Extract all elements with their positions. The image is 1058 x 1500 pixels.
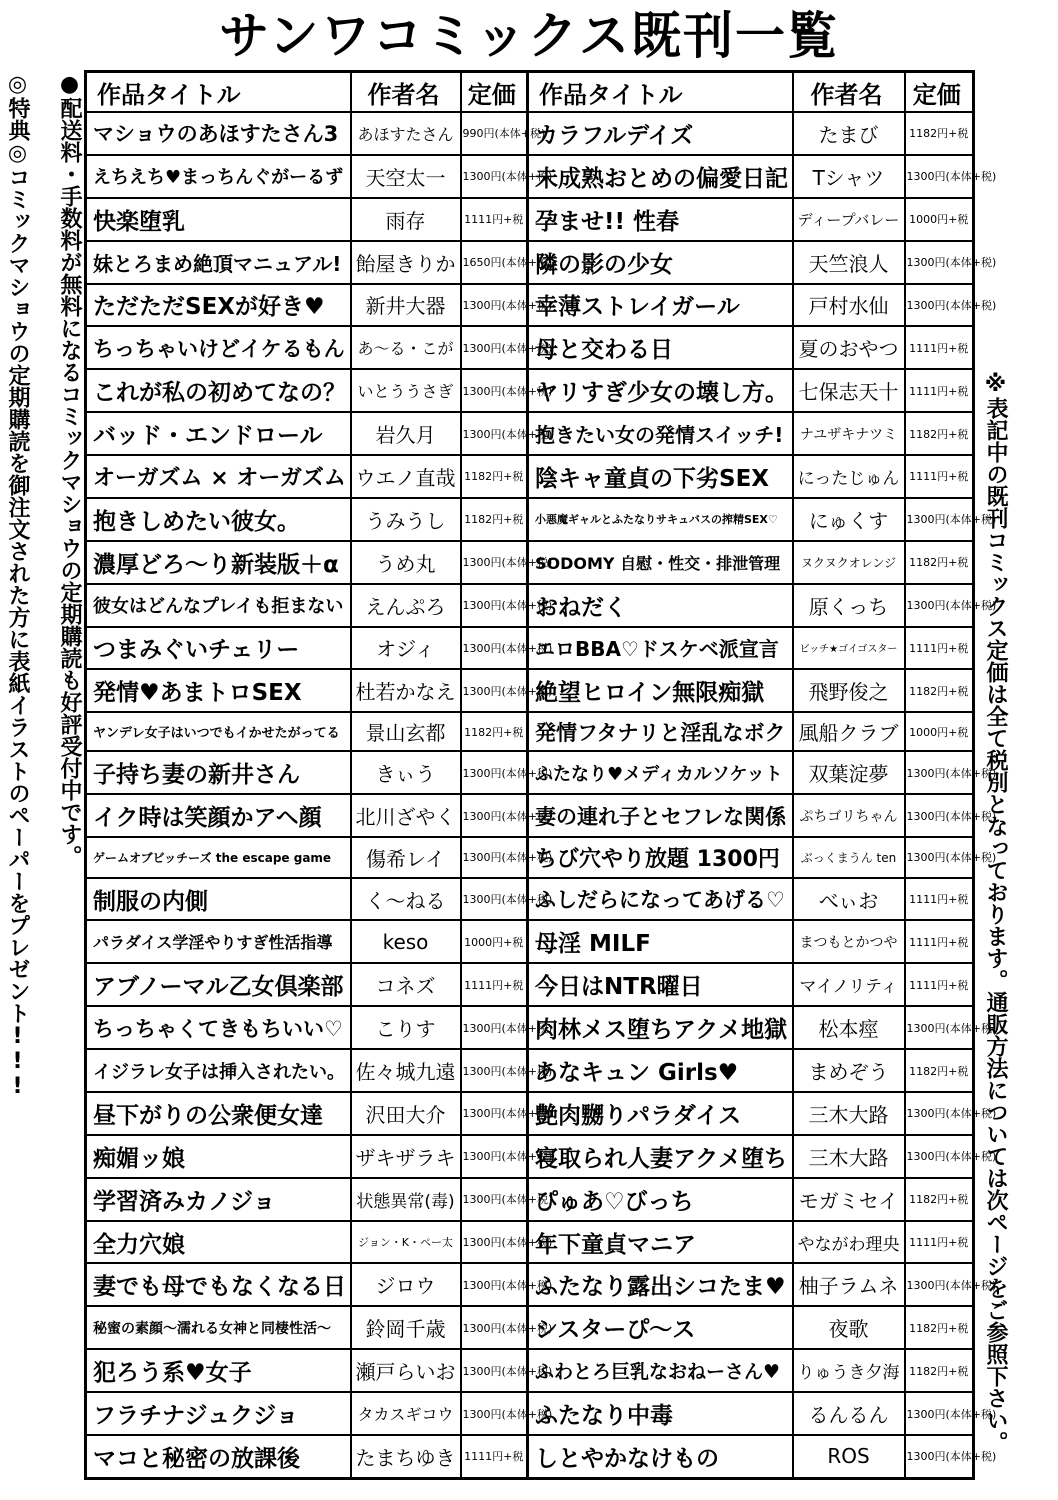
comic-price: 1182円+税 <box>905 1178 974 1221</box>
comic-price: 1111円+税 <box>905 455 974 498</box>
comic-price: 1111円+税 <box>461 198 528 241</box>
comic-author: 沢田大介 <box>351 1092 461 1135</box>
comic-title: つまみぐいチェリー <box>86 627 351 670</box>
comic-price: 1300円(本体+税) <box>461 794 528 837</box>
table-row <box>86 1306 974 1349</box>
comic-author: 新井大器 <box>351 284 461 327</box>
comic-title: ふわとろ巨乳なおねーさん♥ <box>528 1349 793 1392</box>
comic-author: にゅくす <box>793 498 905 541</box>
comic-title: ふたなり中毒 <box>528 1392 793 1435</box>
comic-author: ザキザラキ <box>351 1135 461 1178</box>
bonus-note: ◎特典◎コミックマショウの定期購読を御注文された方に表紙イラストのペーパーをプレゼント!!! <box>5 72 30 1099</box>
comic-price: 1300円(本体+税) <box>461 1306 528 1349</box>
comic-author: 天空太一 <box>351 155 461 198</box>
comic-price: 1300円(本体+税) <box>905 1263 974 1306</box>
comic-author: 杜若かなえ <box>351 669 461 712</box>
comic-price: 1300円(本体+税) <box>905 1135 974 1178</box>
table-row <box>86 198 974 241</box>
comic-author: ナユザキナツミ <box>793 412 905 455</box>
comic-author: やながわ理央 <box>793 1221 905 1264</box>
comic-price: 1300円(本体+税) <box>905 498 974 541</box>
comic-author: 岩久月 <box>351 412 461 455</box>
shipping-note: ●配送料・手数料が無料になるコミックマショウの定期購読も好評受付中です。 <box>57 72 82 867</box>
header-author: 作者名 <box>351 72 461 113</box>
comic-price: 1300円(本体+税) <box>461 1178 528 1221</box>
comic-author: 天竺浪人 <box>793 241 905 284</box>
comic-author: あほすたさん <box>351 112 461 155</box>
comic-price: 1300円(本体+税) <box>905 241 974 284</box>
comic-price: 1111円+税 <box>905 369 974 412</box>
comic-title: 母淫 MILF <box>528 920 793 963</box>
comic-author: 原くっち <box>793 584 905 627</box>
comic-author: 飛野俊之 <box>793 669 905 712</box>
comic-author: うみうし <box>351 498 461 541</box>
comic-title: マコと秘密の放課後 <box>86 1435 351 1479</box>
comic-price: 1182円+税 <box>905 1049 974 1092</box>
comic-title: 陰キャ童貞の下劣SEX <box>528 455 793 498</box>
table-row <box>86 963 974 1006</box>
comic-author: 松本痙 <box>793 1006 905 1049</box>
comic-price: 1300円(本体+税) <box>461 584 528 627</box>
comic-author: ぶっくまうん ten <box>793 837 905 877</box>
table-row <box>86 878 974 921</box>
table-row <box>86 284 974 327</box>
header-author: 作者名 <box>793 72 905 113</box>
comic-title: バッド・エンドロール <box>86 412 351 455</box>
comic-author: ROS <box>793 1435 905 1479</box>
comic-price: 1111円+税 <box>905 1221 974 1264</box>
comic-price: 1300円(本体+税) <box>461 1263 528 1306</box>
comic-price: 1182円+税 <box>461 498 528 541</box>
comic-price: 1300円(本体+税) <box>461 541 528 584</box>
comic-title: 艶肉嬲りパラダイス <box>528 1092 793 1135</box>
comic-title: 昼下がりの公衆便女達 <box>86 1092 351 1135</box>
comic-price: 1300円(本体+税) <box>905 1392 974 1435</box>
comic-price: 1111円+税 <box>905 326 974 369</box>
comic-author: 夏のおやつ <box>793 326 905 369</box>
comic-author: べぃお <box>793 878 905 921</box>
comic-author: まつもとかつや <box>793 920 905 963</box>
comic-author: オジィ <box>351 627 461 670</box>
comic-price: 1300円(本体+税) <box>461 1092 528 1135</box>
comic-author: 双葉淀夢 <box>793 751 905 794</box>
comic-author: ジロウ <box>351 1263 461 1306</box>
comic-price: 1300円(本体+税) <box>905 584 974 627</box>
comic-price: 1300円(本体+税) <box>905 794 974 837</box>
comic-price: 1182円+税 <box>905 541 974 584</box>
comic-author: 飴屋きりか <box>351 241 461 284</box>
comic-author: keso <box>351 920 461 963</box>
comic-price: 1300円(本体+税) <box>461 627 528 670</box>
header-price: 定価 <box>461 72 528 113</box>
comic-price: 1300円(本体+税) <box>905 751 974 794</box>
comic-price: 1300円(本体+税) <box>461 284 528 327</box>
comic-title: えちえち♥まっちんぐがーるず <box>86 155 351 198</box>
table-row <box>86 241 974 284</box>
comic-title: パラダイス学淫やりすぎ性活指導 <box>86 920 351 963</box>
comic-title: ちび穴やり放題 1300円 <box>528 837 793 877</box>
comic-author: あ～る・こが <box>351 326 461 369</box>
comic-author: モガミセイ <box>793 1178 905 1221</box>
comic-title: 絶望ヒロイン無限痴獄 <box>528 669 793 712</box>
table-row <box>86 794 974 837</box>
comic-title: ぴゅあ♡びっち <box>528 1178 793 1221</box>
page-title: サンワコミックス既刊一覧 <box>219 7 839 65</box>
comic-title: 彼女はどんなプレイも拒まない <box>86 584 351 627</box>
comic-title: イジラレ女子は挿入されたい。 <box>86 1049 351 1092</box>
comic-author: 柚子ラムネ <box>793 1263 905 1306</box>
comic-price: 1300円(本体+税) <box>905 1435 974 1479</box>
table-row <box>86 155 974 198</box>
comic-price: 1300円(本体+税) <box>905 1092 974 1135</box>
table-row <box>86 751 974 794</box>
comic-author: りゅうき夕海 <box>793 1349 905 1392</box>
comic-author: 瀬戸らいお <box>351 1349 461 1392</box>
comic-author: いとううさぎ <box>351 369 461 412</box>
comic-price: 1300円(本体+税) <box>461 155 528 198</box>
table-row <box>86 669 974 712</box>
comic-author: にったじゅん <box>793 455 905 498</box>
table-row <box>86 627 974 670</box>
comic-price: 1300円(本体+税) <box>461 669 528 712</box>
comic-author: タカスギコウ <box>351 1392 461 1435</box>
comic-title: ヤンデレ女子はいつでもイかせたがってる <box>86 712 351 751</box>
comic-title: 母と交わる日 <box>528 326 793 369</box>
comic-title: ちっちゃくてきもちいい♡ <box>86 1006 351 1049</box>
table-row <box>86 326 974 369</box>
comic-author: 夜歌 <box>793 1306 905 1349</box>
table-header-row <box>86 72 974 113</box>
comic-author: ディープバレー <box>793 198 905 241</box>
comic-author: 風船クラブ <box>793 712 905 751</box>
comic-title: 制服の内側 <box>86 878 351 921</box>
comic-author: 鈴岡千歳 <box>351 1306 461 1349</box>
comic-title: フラチナジュクジョ <box>86 1392 351 1435</box>
comic-author: ジョン・K・ペー太 <box>351 1221 461 1264</box>
comic-title: 秘蜜の素顔～濡れる女神と同棲性活～ <box>86 1306 351 1349</box>
comic-title: マショウのあほすたさん3 <box>86 112 351 155</box>
comic-author: 戸村水仙 <box>793 284 905 327</box>
comic-author: 三木大路 <box>793 1092 905 1135</box>
comic-title: 年下童貞マニア <box>528 1221 793 1264</box>
comic-price: 1300円(本体+税) <box>461 326 528 369</box>
comic-price: 1182円+税 <box>905 1349 974 1392</box>
comic-price: 1182円+税 <box>905 412 974 455</box>
comic-author: きぃう <box>351 751 461 794</box>
comic-price: 1300円(本体+税) <box>461 1006 528 1049</box>
comic-author: 七保志天十 <box>793 369 905 412</box>
comic-price: 1111円+税 <box>461 963 528 1006</box>
comic-title: 快楽堕乳 <box>86 198 351 241</box>
table-row <box>86 112 974 155</box>
comic-title: 発情♥あまトロSEX <box>86 669 351 712</box>
comic-author: ヌクヌクオレンジ <box>793 541 905 584</box>
table-row <box>86 412 974 455</box>
comic-price: 1300円(本体+税) <box>905 1006 974 1049</box>
table-row <box>86 712 974 751</box>
price-note: ※表記中の既刊コミックス定価は全て税別となっております。通販方法については次ページをご参照下さい。 <box>983 372 1008 1453</box>
comic-author: Tシャツ <box>793 155 905 198</box>
comic-title: ふしだらになってあげる♡ <box>528 878 793 921</box>
comic-title: シスターぴ～ス <box>528 1306 793 1349</box>
comic-title: イク時は笑顔かアヘ顔 <box>86 794 351 837</box>
comic-price: 1300円(本体+税) <box>461 1392 528 1435</box>
table-row <box>86 1178 974 1221</box>
comic-title: ふたなり♥メディカルソケット <box>528 751 793 794</box>
comic-title: しとやかなけもの <box>528 1435 793 1479</box>
table-row <box>86 498 974 541</box>
comic-title: ヤリすぎ少女の壊し方。 <box>528 369 793 412</box>
comic-title: エロBBA♡ドスケベ派宣言 <box>528 627 793 670</box>
table-row <box>86 1135 974 1178</box>
comic-title: オーガズム × オーガズム <box>86 455 351 498</box>
comic-price: 1300円(本体+税) <box>461 412 528 455</box>
comic-title: 子持ち妻の新井さん <box>86 751 351 794</box>
table-row <box>86 1006 974 1049</box>
comic-title: 犯ろう系♥女子 <box>86 1349 351 1392</box>
comic-price: 1300円(本体+税) <box>905 284 974 327</box>
comic-author: く～ねる <box>351 878 461 921</box>
comic-price: 1182円+税 <box>905 112 974 155</box>
table-row <box>86 455 974 498</box>
comic-price: 1300円(本体+税) <box>461 369 528 412</box>
comic-title: ただただSEXが好き♥ <box>86 284 351 327</box>
comic-author: えんぷろ <box>351 584 461 627</box>
comic-author: うめ丸 <box>351 541 461 584</box>
comic-author: 三木大路 <box>793 1135 905 1178</box>
comic-author: 状態異常(毒) <box>351 1178 461 1221</box>
comic-author: 雨存 <box>351 198 461 241</box>
comic-title: これが私の初めてなの？ <box>86 369 351 412</box>
comic-title: 抱きしめたい彼女。 <box>86 498 351 541</box>
comic-title: 孕ませ!! 性春 <box>528 198 793 241</box>
comic-price: 1300円(本体+税) <box>461 837 528 877</box>
comic-author: 傷希レイ <box>351 837 461 877</box>
comic-price: 1650円(本体+税) <box>461 241 528 284</box>
table-row <box>86 369 974 412</box>
comic-price: 1000円+税 <box>461 920 528 963</box>
comic-title: 妻でも母でもなくなる日 <box>86 1263 351 1306</box>
comic-price: 1300円(本体+税) <box>461 751 528 794</box>
comic-price: 990円(本体+税) <box>461 112 528 155</box>
table-row <box>86 1049 974 1092</box>
table-row <box>86 1349 974 1392</box>
comic-price: 1300円(本体+税) <box>461 1221 528 1264</box>
comic-price: 1182円+税 <box>905 1306 974 1349</box>
comic-author: たまちゆき <box>351 1435 461 1479</box>
comic-price: 1111円+税 <box>461 1435 528 1479</box>
comic-author: ぷちゴリちゃん <box>793 794 905 837</box>
comic-title: ちっちゃいけどイケるもん <box>86 326 351 369</box>
comic-price: 1300円(本体+税) <box>905 155 974 198</box>
header-title: 作品タイトル <box>528 72 793 113</box>
comic-author: 佐々城九遠 <box>351 1049 461 1092</box>
comic-title: おねだく <box>528 584 793 627</box>
table-row <box>86 1392 974 1435</box>
comic-price: 1182円+税 <box>461 455 528 498</box>
comic-price: 1182円+税 <box>905 669 974 712</box>
comic-author: まめぞう <box>793 1049 905 1092</box>
table-row <box>86 1092 974 1135</box>
header-price: 定価 <box>905 72 974 113</box>
comic-title: カラフルデイズ <box>528 112 793 155</box>
comic-price: 1111円+税 <box>905 878 974 921</box>
comic-title: あなキュン Girls♥ <box>528 1049 793 1092</box>
comic-author: コネズ <box>351 963 461 1006</box>
table-row <box>86 1435 974 1479</box>
comic-title: SODOMY 自慰・性交・排泄管理 <box>528 541 793 584</box>
comic-author: ウエノ直哉 <box>351 455 461 498</box>
comic-title: 全力穴娘 <box>86 1221 351 1264</box>
comic-price: 1000円+税 <box>905 712 974 751</box>
comic-title: 学習済みカノジョ <box>86 1178 351 1221</box>
comic-price: 1300円(本体+税) <box>461 1349 528 1392</box>
comic-price: 1111円+税 <box>905 627 974 670</box>
comic-title: 幸薄ストレイガール <box>528 284 793 327</box>
comic-author: マイノリティ <box>793 963 905 1006</box>
comic-title: 肉林メス堕ちアクメ地獄 <box>528 1006 793 1049</box>
header-title: 作品タイトル <box>86 72 351 113</box>
comic-title: 妻の連れ子とセフレな関係 <box>528 794 793 837</box>
comic-price: 1300円(本体+税) <box>461 1049 528 1092</box>
comic-price: 1300円(本体+税) <box>461 878 528 921</box>
comic-price: 1182円+税 <box>461 712 528 751</box>
comic-price: 1111円+税 <box>905 920 974 963</box>
comic-title: アブノーマル乙女倶楽部 <box>86 963 351 1006</box>
comic-title: 濃厚どろ～り新装版＋α <box>86 541 351 584</box>
comic-title: 抱きたい女の発情スイッチ! <box>528 412 793 455</box>
comic-title: 未成熟おとめの偏愛日記 <box>528 155 793 198</box>
comic-title: 隣の影の少女 <box>528 241 793 284</box>
comic-price: 1300円(本体+税) <box>905 837 974 877</box>
comic-title: 小悪魔ギャルとふたなりサキュバスの搾精SEX♡ <box>528 498 793 541</box>
comic-author: こりす <box>351 1006 461 1049</box>
table-row <box>86 584 974 627</box>
comic-author: 北川ざやく <box>351 794 461 837</box>
comic-title: 痴媚ッ娘 <box>86 1135 351 1178</box>
table-row <box>86 837 974 877</box>
table-row <box>86 1263 974 1306</box>
comic-price: 1300円(本体+税) <box>461 1135 528 1178</box>
comic-title: 寝取られ人妻アクメ堕ち <box>528 1135 793 1178</box>
comic-author: るんるん <box>793 1392 905 1435</box>
comic-author: たまび <box>793 112 905 155</box>
table-row <box>86 1221 974 1264</box>
comic-title: ふたなり露出シコたま♥ <box>528 1263 793 1306</box>
comic-author: 景山玄都 <box>351 712 461 751</box>
comic-price: 1111円+税 <box>905 963 974 1006</box>
comic-price: 1000円+税 <box>905 198 974 241</box>
comic-title: 妹とろまめ絶頂マニュアル! <box>86 241 351 284</box>
comic-title: 発情フタナリと淫乱なボク <box>528 712 793 751</box>
table-row <box>86 541 974 584</box>
comic-author: ビッチ★ゴイゴスター <box>793 627 905 670</box>
comic-title: ゲームオブビッチーズ the escape game <box>86 837 351 877</box>
comic-title: 今日はNTR曜日 <box>528 963 793 1006</box>
table-row <box>86 920 974 963</box>
